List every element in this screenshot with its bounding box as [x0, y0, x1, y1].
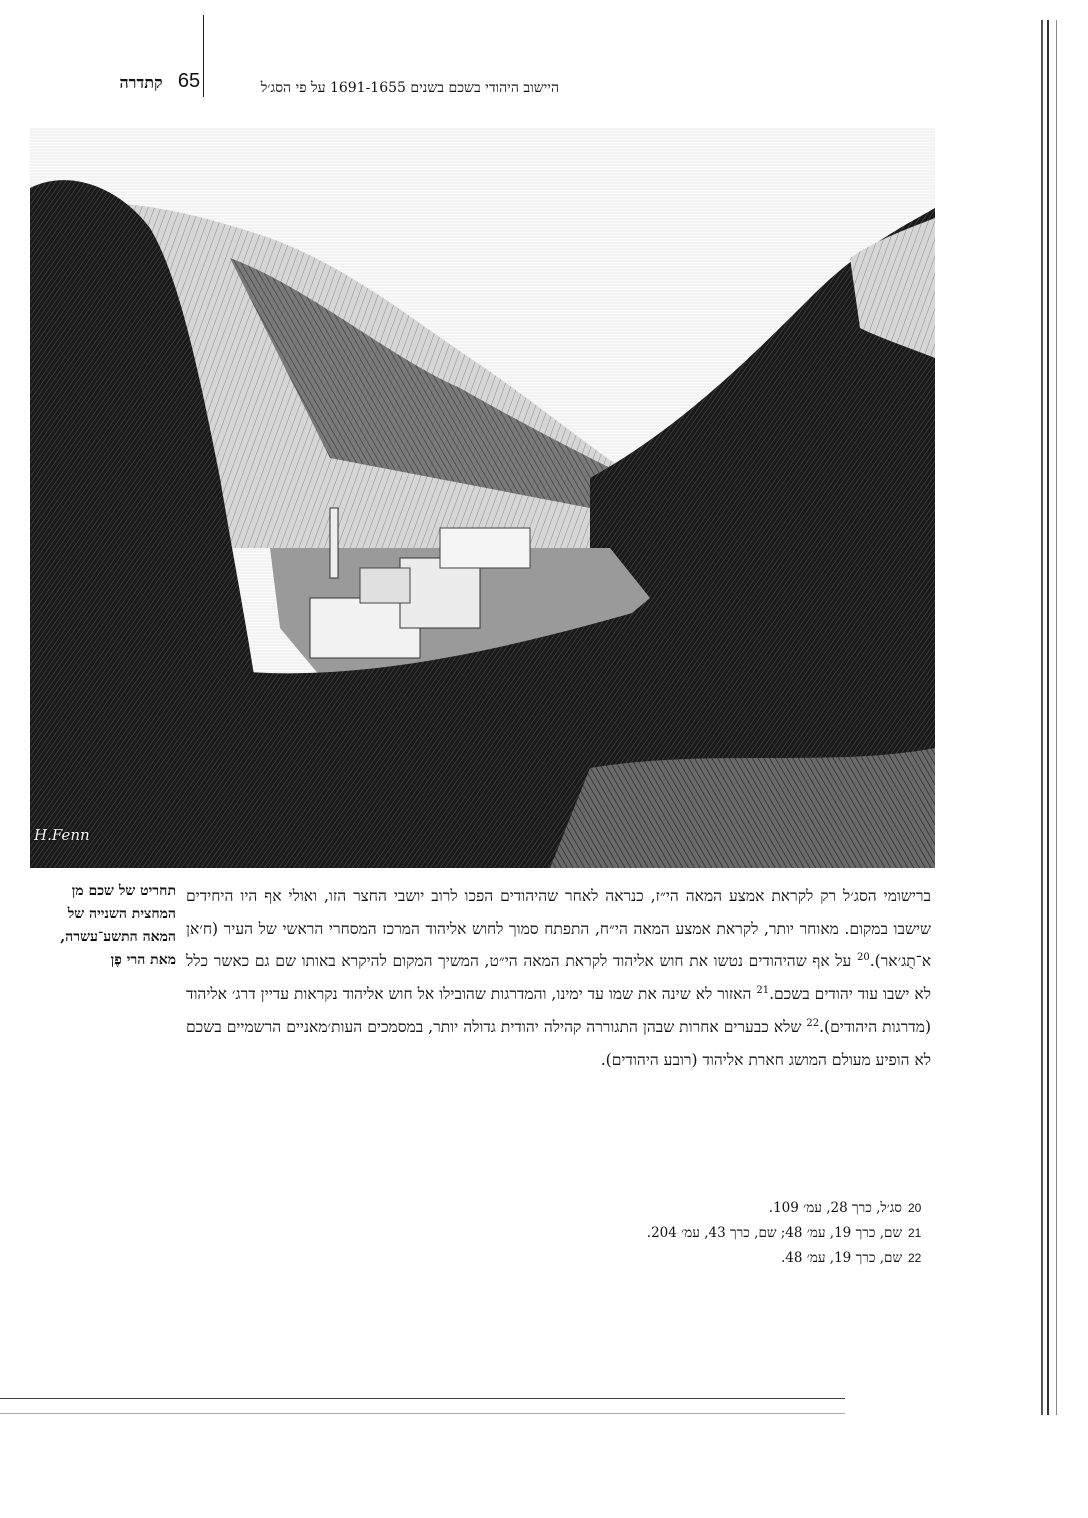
figure-caption: תחריט של שכם מן המחצית השנייה של המאה התשע־עשרה, מאת הרי פֶן: [60, 883, 176, 968]
footnote-number: 22: [908, 1251, 922, 1265]
body-text-part: שלא כבערים אחרות שבהן התגוררה קהילה יהודית גדולה יותר, במסמכים העות׳מאניים הרשמיים בשכם לא הופיע מעולם המושג חארת אליהוד (רובע היהודים).: [186, 1017, 931, 1069]
footnote-ref: 22: [806, 1017, 820, 1029]
footnote-ref: 21: [756, 984, 770, 996]
footnote-text: שם, כרך 19, עמ׳ 48; שם, כרך 43, עמ׳ 204.: [646, 1225, 902, 1241]
engraving-illustration: [30, 128, 935, 868]
footnote-text: שם, כרך 19, עמ׳ 48.: [780, 1250, 902, 1266]
page-bottom-edge: [0, 1398, 845, 1399]
page-number: 65: [177, 70, 201, 92]
journal-name: קתדרה: [119, 73, 163, 92]
binding-edge-line: [1041, 20, 1043, 1415]
binding-edge-line: [1047, 20, 1049, 1415]
footnote-text: סג׳ל, כרך 28, עמ׳ 109.: [768, 1200, 902, 1216]
footnotes: [400, 1196, 930, 1271]
body-text-part: על אף שהיהודים נטשו את חוש אליהוד לקראת המאה הי״ט, המשיך המקום להיקרא באותו שם גם כאשר כלל לא ישבו עוד יהודים בשכם.: [186, 952, 931, 1004]
body-paragraph: [186, 880, 931, 1076]
footnote-ref: 20: [856, 952, 870, 964]
footnote-number: 21: [908, 1226, 922, 1240]
footnote: [400, 1196, 930, 1221]
body-text-part: ברישומי הסג׳ל רק לקראת אמצע המאה הי״ז, כנראה לאחר שהיהודים הפכו לרוב יושבי החצר הזו, ואולי אף היו היחידים שישבו במקום. מאוחר יותר, לקראת אמצע המאה הי״ח, התפתח סמוך לחוש אליהוד המרכז המסחרי הראשי של העיר (ח׳אן א־תֻג׳אר).: [186, 887, 931, 971]
binding-edge-line: [1056, 20, 1057, 1415]
page-bottom-edge: [0, 1413, 845, 1414]
header-divider: [203, 15, 204, 97]
footnote: [400, 1221, 930, 1246]
footnote: [400, 1246, 930, 1271]
running-title: היישוב היהודי בשכם בשנים 1691-1655 על פי הסג׳ל: [260, 80, 559, 96]
body-text-part: האזור לא שינה את שמו עד ימינו, והמדרגות שהובילו אל חוש אליהוד נקראות עדיין דרג׳ אליהוד (מדרגות היהודים).: [186, 985, 931, 1036]
engraver-signature: H.Fenn: [34, 826, 90, 844]
footnote-number: 20: [908, 1201, 922, 1215]
